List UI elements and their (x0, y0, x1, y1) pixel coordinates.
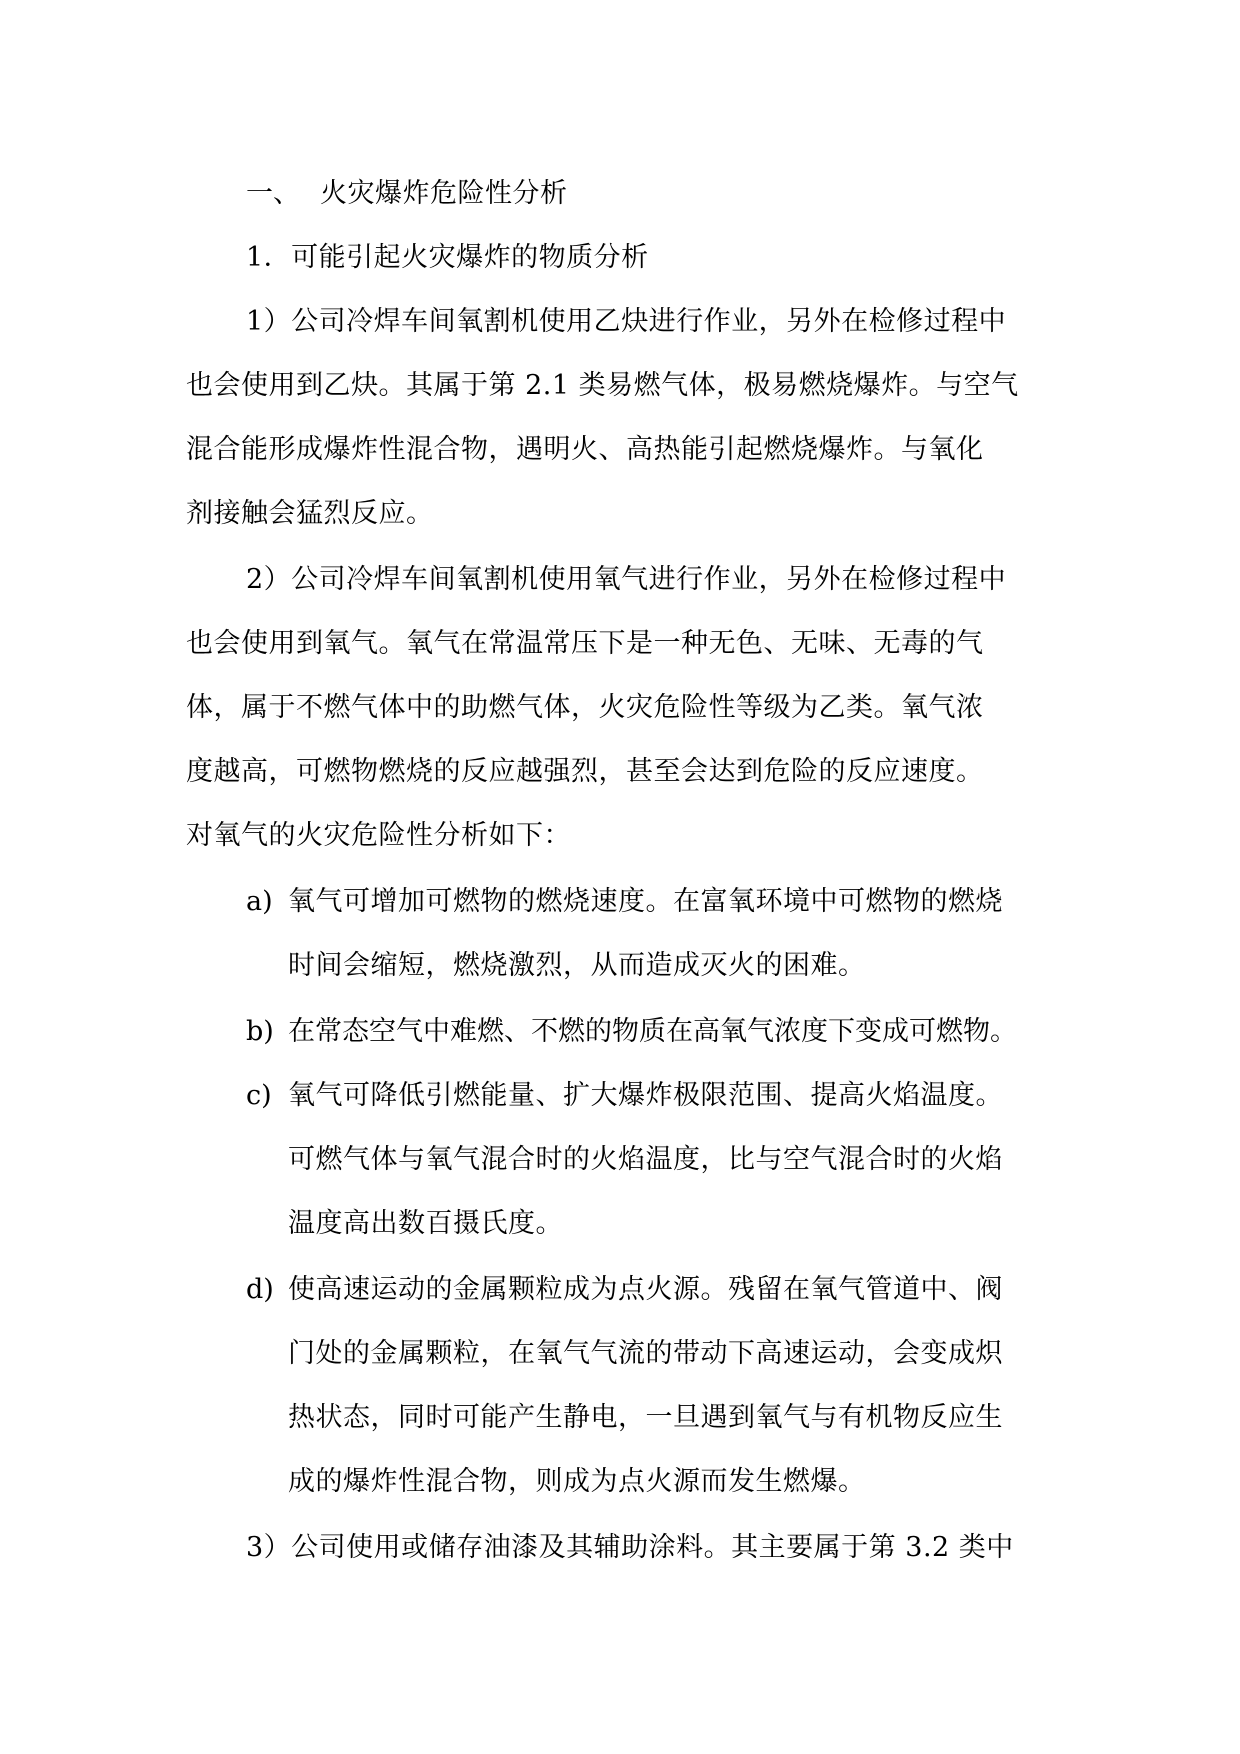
list-d-line-4: 成的爆炸性混合物，则成为点火源而发生燃爆。 (288, 1466, 866, 1497)
para2-line-4: 度越高，可燃物燃烧的反应越强烈，甚至会达到危险的反应速度。 (186, 756, 984, 787)
para1-line-1: 1）公司冷焊车间氧割机使用乙炔进行作业，另外在检修过程中 (246, 306, 1007, 337)
para2-line-3: 体，属于不燃气体中的助燃气体，火灾危险性等级为乙类。氧气浓 (186, 692, 984, 723)
list-marker-d: d) (246, 1274, 274, 1305)
list-b-line-1: 在常态空气中难燃、不燃的物质在高氧气浓度下变成可燃物。 (288, 1016, 1017, 1047)
para1-line-4: 剂接触会猛烈反应。 (186, 498, 434, 529)
list-c-line-3: 温度高出数百摄氏度。 (288, 1208, 563, 1239)
list-c-line-2: 可燃气体与氧气混合时的火焰温度，比与空气混合时的火焰 (288, 1144, 1003, 1175)
para2-line-5: 对氧气的火灾危险性分析如下： (186, 820, 571, 851)
para1-line-2: 也会使用到乙炔。其属于第 2.1 类易燃气体，极易燃烧爆炸。与空气 (186, 370, 1019, 401)
list-a-line-2: 时间会缩短，燃烧激烈，从而造成灭火的困难。 (288, 950, 866, 981)
list-marker-b: b) (246, 1016, 274, 1047)
para3-line-1: 3）公司使用或储存油漆及其辅助涂料。其主要属于第 3.2 类中 (246, 1532, 1014, 1563)
section-number: 一、 (246, 178, 300, 209)
list-c-line-1: 氧气可降低引燃能量、扩大爆炸极限范围、提高火焰温度。 (288, 1080, 1003, 1111)
list-marker-a: a) (246, 886, 273, 917)
subsection-title: 1．可能引起火灾爆炸的物质分析 (246, 242, 649, 273)
section-title: 火灾爆炸危险性分析 (320, 178, 568, 209)
para2-line-1: 2）公司冷焊车间氧割机使用氧气进行作业，另外在检修过程中 (246, 564, 1007, 595)
list-d-line-3: 热状态，同时可能产生静电，一旦遇到氧气与有机物反应生 (288, 1402, 1003, 1433)
list-d-line-1: 使高速运动的金属颗粒成为点火源。残留在氧气管道中、阀 (288, 1274, 1003, 1305)
para2-line-2: 也会使用到氧气。氧气在常温常压下是一种无色、无味、无毒的气 (186, 628, 984, 659)
list-marker-c: c) (246, 1080, 272, 1111)
list-d-line-2: 门处的金属颗粒，在氧气气流的带动下高速运动，会变成炽 (288, 1338, 1003, 1369)
para1-line-3: 混合能形成爆炸性混合物，遇明火、高热能引起燃烧爆炸。与氧化 (186, 434, 984, 465)
list-a-line-1: 氧气可增加可燃物的燃烧速度。在富氧环境中可燃物的燃烧 (288, 886, 1003, 917)
